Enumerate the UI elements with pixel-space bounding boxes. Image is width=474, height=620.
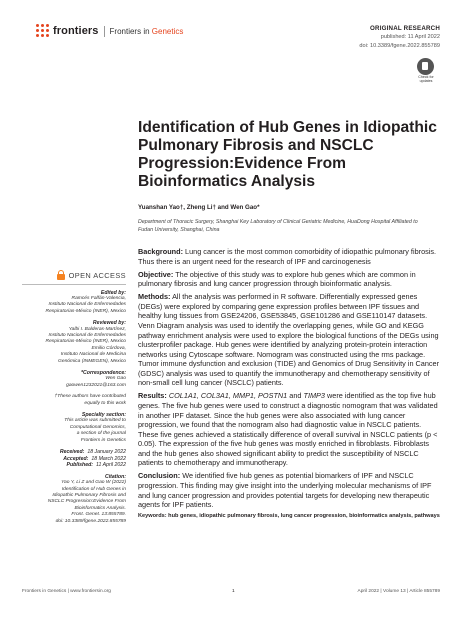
reviewer-line: Instituto Nacional de Enfermedades [48, 332, 126, 338]
equal-contribution-note: †These authors have contributed [54, 394, 126, 400]
abstract-conclusion [138, 471, 440, 509]
open-lock-icon [57, 270, 66, 280]
correspondence-name: Wen Gao [105, 376, 126, 382]
objective-label: Objective: [138, 269, 174, 279]
received-label: Received: [59, 449, 85, 456]
footer-volume: April 2022 | Volume 13 | Article 855789 [357, 589, 440, 594]
article-doi[interactable]: doi: 10.3389/fgene.2022.855789 [359, 43, 440, 49]
citation-line: Idiopathic Pulmonary Fibrosis and [52, 493, 126, 499]
citation-doi[interactable]: doi: 10.3389/fgene.2022.855789 [55, 518, 126, 524]
edited-by-label: Edited by: [100, 289, 126, 296]
specialty-line: This article was submitted to [64, 418, 126, 424]
page-number: 1 [232, 589, 235, 594]
conclusion-text: We identified five hub genes as potential biomarkers of IPF and NSCLC progression. This finding may give insight into the underlying molecular mechanisms of IPF and lung cancer progression and provides potential targets for developing new therapeutic agents for IPF patients. [138, 471, 432, 510]
reviewer-line: Instituto Nacional de Medicina [60, 352, 126, 358]
editor-name: Ramcés Falfán-Valencia, [71, 295, 126, 301]
abstract [138, 247, 440, 524]
results-gene-list: COL1A1, COL3A1, MMP1, POSTN1 [168, 391, 288, 401]
correspondence-email[interactable]: gaowen1232021@163.com [66, 382, 126, 388]
results-gene-timp3: TIMP3 [303, 391, 325, 401]
article-type: ORIGINAL RESEARCH [370, 25, 440, 32]
footer-journal[interactable]: Frontiers in Genetics | www.frontiersin.org [22, 589, 111, 594]
accepted-date-row [22, 456, 126, 463]
journal-subject: Genetics [151, 26, 184, 36]
author-affiliation: Department of Thoracic Surgery, Shanghai Key Laboratory of Clinical Geriatric Medicine, HuaDong Hospital Affiliated to Fudan University, Shanghai, China [138, 219, 418, 233]
open-access-label [22, 270, 126, 280]
author-list: Yuanshan Yao†, Zheng Li† and Wen Gao* [138, 204, 260, 211]
frontiers-logo[interactable] [36, 24, 183, 38]
article-meta [359, 24, 440, 51]
specialty-section-label: Specialty section: [81, 412, 126, 418]
published-date-side: 11 April 2022 [96, 462, 126, 469]
keywords-text: hub genes, idiopathic pulmonary fibrosis, lung cancer progression, bioinformatics analysis, pathways [168, 513, 440, 520]
keywords [138, 513, 440, 520]
citation-line: Yao Y, Li Z and Gao W (2022) [61, 480, 126, 486]
article-sidebar [22, 270, 126, 525]
reviewer-line: Emilio Córdova, [91, 345, 126, 351]
citation-label: Citation: [104, 473, 126, 480]
check-updates-label [410, 75, 442, 83]
brand-name: frontiers [53, 25, 99, 37]
specialty-line: a section of the journal [76, 431, 126, 437]
abstract-background [138, 247, 440, 266]
published-date: published: 11 April 2022 [380, 34, 440, 40]
received-date-row [22, 449, 126, 456]
abstract-methods [138, 292, 440, 387]
citation-line: Bioinformatics Analysis. [74, 505, 126, 511]
abstract-results [138, 391, 440, 467]
accepted-label: Accepted: [63, 455, 89, 462]
abstract-objective [138, 270, 440, 289]
citation-line: Front. Genet. 13:855789. [71, 512, 126, 518]
reviewed-by-label: Reviewed by: [92, 320, 126, 327]
background-text: Lung cancer is the most common comorbidity of idiopathic pulmonary fibrosis. Thus there is an urgent need for the research of IPF and carcinogenesis [138, 247, 437, 266]
check-updates-line2: updates [419, 79, 433, 83]
objective-text: The objective of this study was to explore hub genes which are common in pulmonary fibrosis and lung cancer progression through bioinformatic analysis. [138, 269, 416, 289]
editor-affiliation-line: Instituto Nacional de Enfermedades [48, 302, 126, 308]
check-updates-icon [417, 58, 434, 75]
keywords-label: Keywords: [138, 513, 167, 520]
journal-prefix: Frontiers in [109, 26, 150, 36]
methods-label: Methods: [138, 292, 171, 302]
published-label: Published: [66, 462, 93, 469]
citation-line: Identification of Hub Genes in [61, 486, 126, 492]
check-updates-line1: Check for [418, 75, 434, 79]
open-access-text: OPEN ACCESS [68, 270, 126, 280]
specialty-line: Computational Genomics, [69, 424, 126, 430]
published-date-row [22, 462, 126, 469]
editor-affiliation-line: Respiratorias-México (INER), Mexico [45, 308, 126, 314]
check-for-updates-badge[interactable] [414, 58, 438, 82]
received-date: 18 January 2022 [87, 449, 126, 456]
reviewer-line: Genómica (INMEGEN), Mexico [58, 358, 126, 364]
accepted-date: 18 March 2022 [91, 455, 126, 462]
citation-line: NSCLC Progression:Evidence From [47, 499, 126, 505]
reviewer-line: Respiratorias-México (INER), Mexico [45, 339, 126, 345]
sidebar-divider [22, 284, 126, 285]
journal-name[interactable] [110, 27, 184, 36]
results-text: were identified as the top five hub genes. The five hub genes were used to construct a diagnostic nomogram that was validated in another IPF dataset. Since the hub genes were also associated with lung cancer progression, we found that the nomogram also had diagnostic value in NSCLC patients. These five genes achieved a statistically difference of overall survival in NSCLC patients (p < 0.05). The expression of the five hub genes was mostly enriched in fibroblasts. Fibroblasts and the hub genes also showed significant ability to predict the susceptibility of NSCLC patients to chemotherapy and immunotherapy. [138, 391, 438, 468]
methods-text: All the analysis was performed in R software. Differentially expressed genes (DEGs) were explored by comparing gene expression profiles between IPF tissues and healthy lung tissues from GSE24206, GSE53845, GSE101286 and GSE110147 datasets. Venn Diagram analysis was used to identify the overlapping genes, while GO and KEGG pathway enrichment analysis were used to explore the biological functions of the DEGs using clusterprofiler package. Hub genes were identified by analyzing protein-protein interaction networks using Cytoscape software. Nomogram was constructed using the rms package. Tumor immune dysfunction and exclusion (TIDE) and Genomics of Drug Sensitivity in Cancer (GDSC) analysis was used to quantify the immunotherapy and chemotherapy sensitivity of non-small cell lung cancer (NSCLC) patients. [138, 292, 440, 388]
correspondence-label: *Correspondence: [81, 369, 126, 376]
results-label: Results: [138, 391, 167, 401]
background-label: Background: [138, 247, 183, 256]
specialty-line: Frontiers in Genetics [80, 437, 126, 443]
article-title: Identification of Hub Genes in Idiopathic Pulmonary Fibrosis and NSCLC Progression:Evidence From Bioinformatics Analysis [138, 119, 437, 190]
equal-contribution-note: equally to this work [84, 400, 126, 406]
conclusion-label: Conclusion: [138, 471, 181, 481]
reviewer-line: Yalbi I. Balderas-Martínez, [68, 326, 126, 332]
frontiers-logo-icon [36, 24, 50, 38]
header-divider [104, 26, 105, 37]
results-and: and [287, 391, 304, 401]
